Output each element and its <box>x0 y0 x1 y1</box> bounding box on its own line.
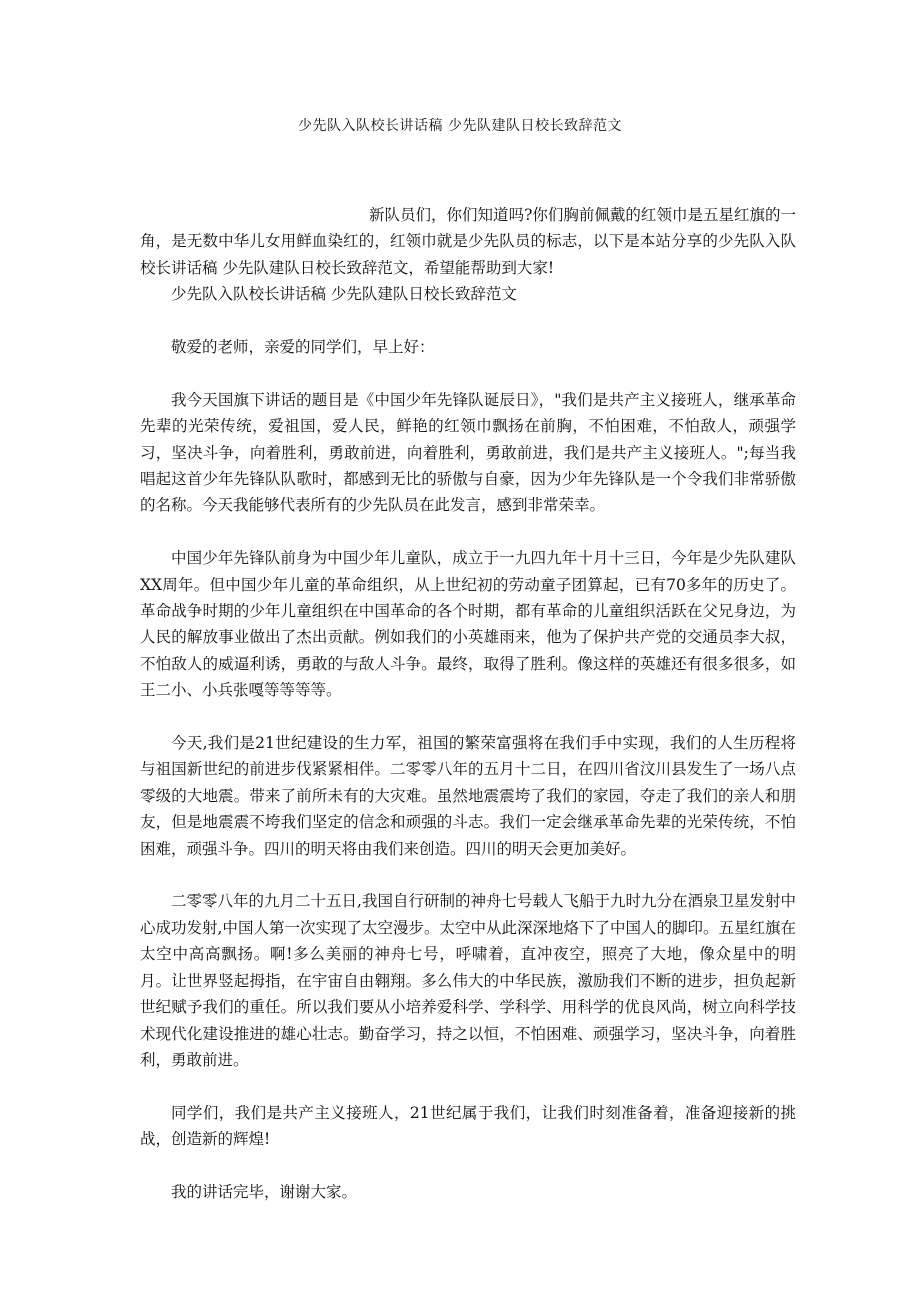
body-paragraph-3: 今天,我们是21世纪建设的生力军，祖国的繁荣富强将在我们手中实现，我们的人生历程将与祖国新世纪的前进步伐紧紧相伴。二零零八年的五月十二日，在四川省汶川县发生了一场八点零级的大地震。带来了前所未有的大灾难。虽然地震震垮了我们的家园，夺走了我们的亲人和朋友，但是地震震不垮我们坚定的信念和顽强的斗志。我们一定会继承革命先辈的光荣传统，不怕困难，顽强斗争。四川的明天将由我们来创造。四川的明天会更加美好。 <box>140 734 796 858</box>
greeting-line: 敬爱的老师，亲爱的同学们，早上好： <box>171 338 435 357</box>
body-paragraph-1: 我今天国旗下讲话的题目是《中国少年先锋队诞辰日》，"我们是共产主义接班人，继承革命先辈的光荣传统，爱祖国，爱人民，鲜艳的红领巾飘扬在前胸，不怕困难，不怕敌人，顽强学习，坚决斗争，向着胜利，勇敢前进，向着胜利，勇敢前进，我们是共产主义接班人。";每当我唱起这首少年先锋队队歌时，都感到无比的骄傲与自豪，因为少年先锋队是一个令我们非常骄傲的名称。今天我能够代表所有的少先队员在此发言，感到非常荣幸。 <box>140 390 796 515</box>
body-paragraph-5: 同学们，我们是共产主义接班人，21世纪属于我们，让我们时刻准备着，准备迎接新的挑战，创造新的辉煌! <box>140 1103 796 1149</box>
document-body <box>140 202 796 1205</box>
body-paragraph-4: 二零零八年的九月二十五日,我国自行研制的神舟七号载人飞船于九时九分在酒泉卫星发射中心成功发射,中国人第一次实现了太空漫步。太空中从此深深地烙下了中国人的脚印。五星红旗在太空中高高飘扬。啊!多么美丽的神舟七号，呼啸着，直冲夜空，照亮了大地，像众星中的明月。让世界竖起拇指，在宇宙自由翱翔。多么伟大的中华民族，激励我们不断的进步，担负起新世纪赋予我们的重任。所以我们要从小培养爱科学、学科学、用科学的优良风尚，树立向科学技术现代化建设推进的雄心壮志。勤奋学习，持之以恒，不怕困难、顽强学习，坚决斗争，向着胜利，勇敢前进。 <box>140 892 796 1069</box>
subtitle-line: 少先队入队校长讲话稿 少先队建队日校长致辞范文 <box>171 285 517 304</box>
body-paragraph-2: 中国少年先锋队前身为中国少年儿童队，成立于一九四九年十月十三日，今年是少先队建队XX周年。但中国少年儿童的革命组织，从上世纪初的劳动童子团算起，已有70多年的历史了。革命战争时期的少年儿童组织在中国革命的各个时期，都有革命的儿童组织活跃在父兄身边，为人民的解放事业做出了杰出贡献。例如我们的小英雄雨来，他为了保护共产党的交通员李大叔，不怕敌人的威逼利诱，勇敢的与敌人斗争。最终，取得了胜利。像这样的英雄还有很多很多，如王二小、小兵张嘎等等等等。 <box>140 549 796 700</box>
document-title: 少先队入队校长讲话稿 少先队建队日校长致辞范文 <box>298 118 622 134</box>
closing-line: 我的讲话完毕，谢谢大家。 <box>171 1182 358 1201</box>
intro-paragraph: 新队员们，你们知道吗?你们胸前佩戴的红领巾是五星红旗的一角，是无数中华儿女用鲜血染红的，红领巾就是少先队员的标志，以下是本站分享的少先队入队校长讲话稿 少先队建队日校长致辞范文，希望能帮助到大家! <box>140 206 796 277</box>
